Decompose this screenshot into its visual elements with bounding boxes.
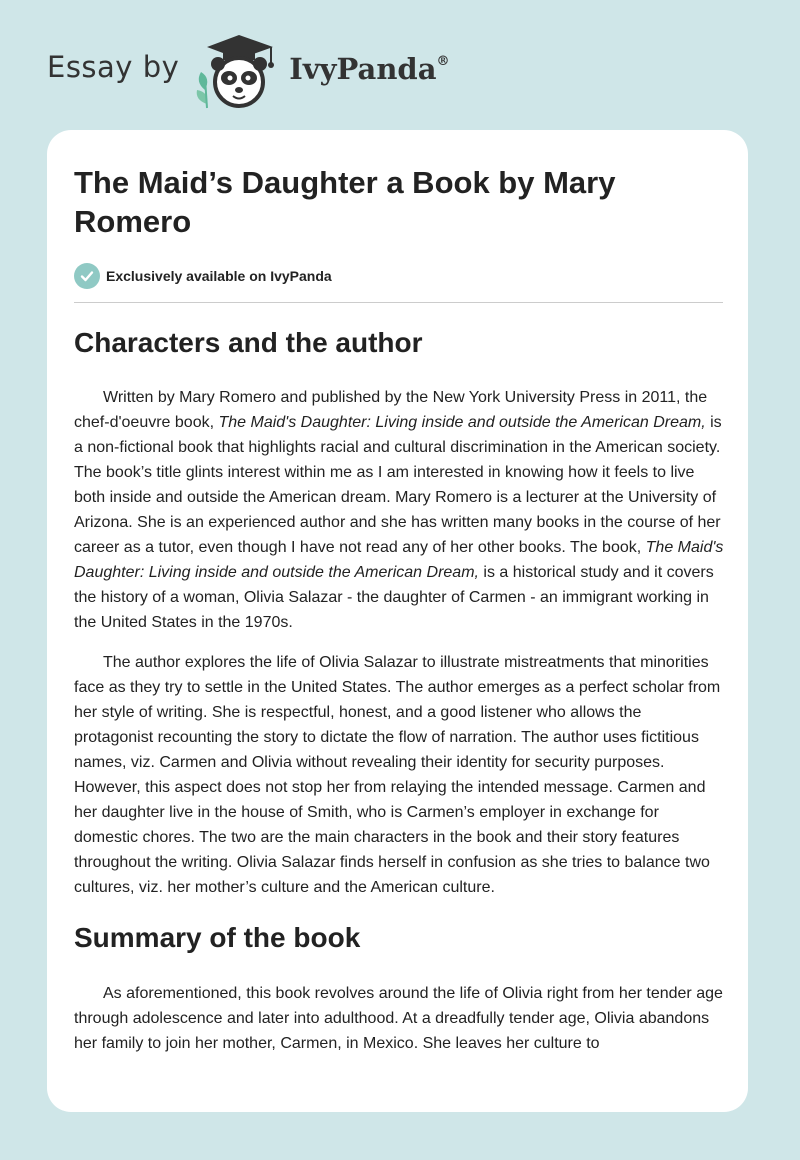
brand-name[interactable]: IvyPanda®	[289, 52, 450, 86]
paragraph: The author explores the life of Olivia Salazar to illustrate mistreatments that minorities face as they try to settle in the United States. The author emerges as a perfect scholar from her style of writing. She is respectful, honest, and a good listener who allows the protagonist recounting the story to dictate the flow of narration. The author uses fictitious names, viz. Carmen and Olivia without revealing their identity for security purposes. However, this aspect does not stop her from relaying the intended message. Carmen and her daughter live in the house of Smith, who is Carmen’s employer in exchange for domestic chores. The two are the main characters in the book and their story features throughout the writing. Olivia Salazar finds herself in confusion as she tries to balance two cultures, viz. her mother’s culture and the American culture.	[74, 654, 721, 896]
essay-by-label: Essay by	[47, 50, 180, 84]
exclusive-badge	[74, 263, 724, 289]
section-heading-summary: Summary of the book	[74, 922, 361, 953]
paragraph: Written by Mary Romero and published by the New York University Press in 2011, the chef-d'oeuvre book, The Maid's Daughter: Living inside and outside the American Dream, is a non-fictional book that highlights racial and cultural discrimination in the American society. The book’s title glints interest within me as I am interested in knowing how it feels to live both inside and outside the American dream. Mary Romero is a lecturer at the University of Arizona. She is an experienced author and she has written many books in the course of her career as a tutor, even though I have not read any of her other books. The book, The Maid's Daughter: Living inside and outside the American Dream, is a historical study and it covers the history of a woman, Olivia Salazar - the daughter of Carmen - an immigrant working in the United States in the 1970s.	[74, 389, 724, 631]
book-title-italic: The Maid's Daughter: Living inside and outside the American Dream,	[74, 539, 724, 581]
divider	[74, 302, 723, 303]
page-title: The Maid’s Daughter a Book by Mary Romero	[74, 165, 616, 239]
check-icon	[74, 263, 100, 289]
paragraph: As aforementioned, this book revolves around the life of Olivia right from her tender age through adolescence and later into adulthood. At a dreadfully tender age, Olivia abandons her family to join her mother, Carmen, in Mexico. She leaves her culture to	[74, 985, 723, 1052]
registered-mark: ®	[436, 54, 450, 69]
exclusive-label: Exclusively available on IvyPanda	[106, 268, 332, 284]
site-header	[47, 30, 450, 110]
section-heading-characters: Characters and the author	[74, 327, 423, 358]
essay-card	[47, 130, 748, 1112]
book-title-italic: The Maid's Daughter: Living inside and outside the American Dream,	[218, 414, 706, 431]
panda-logo-icon[interactable]	[193, 30, 285, 110]
